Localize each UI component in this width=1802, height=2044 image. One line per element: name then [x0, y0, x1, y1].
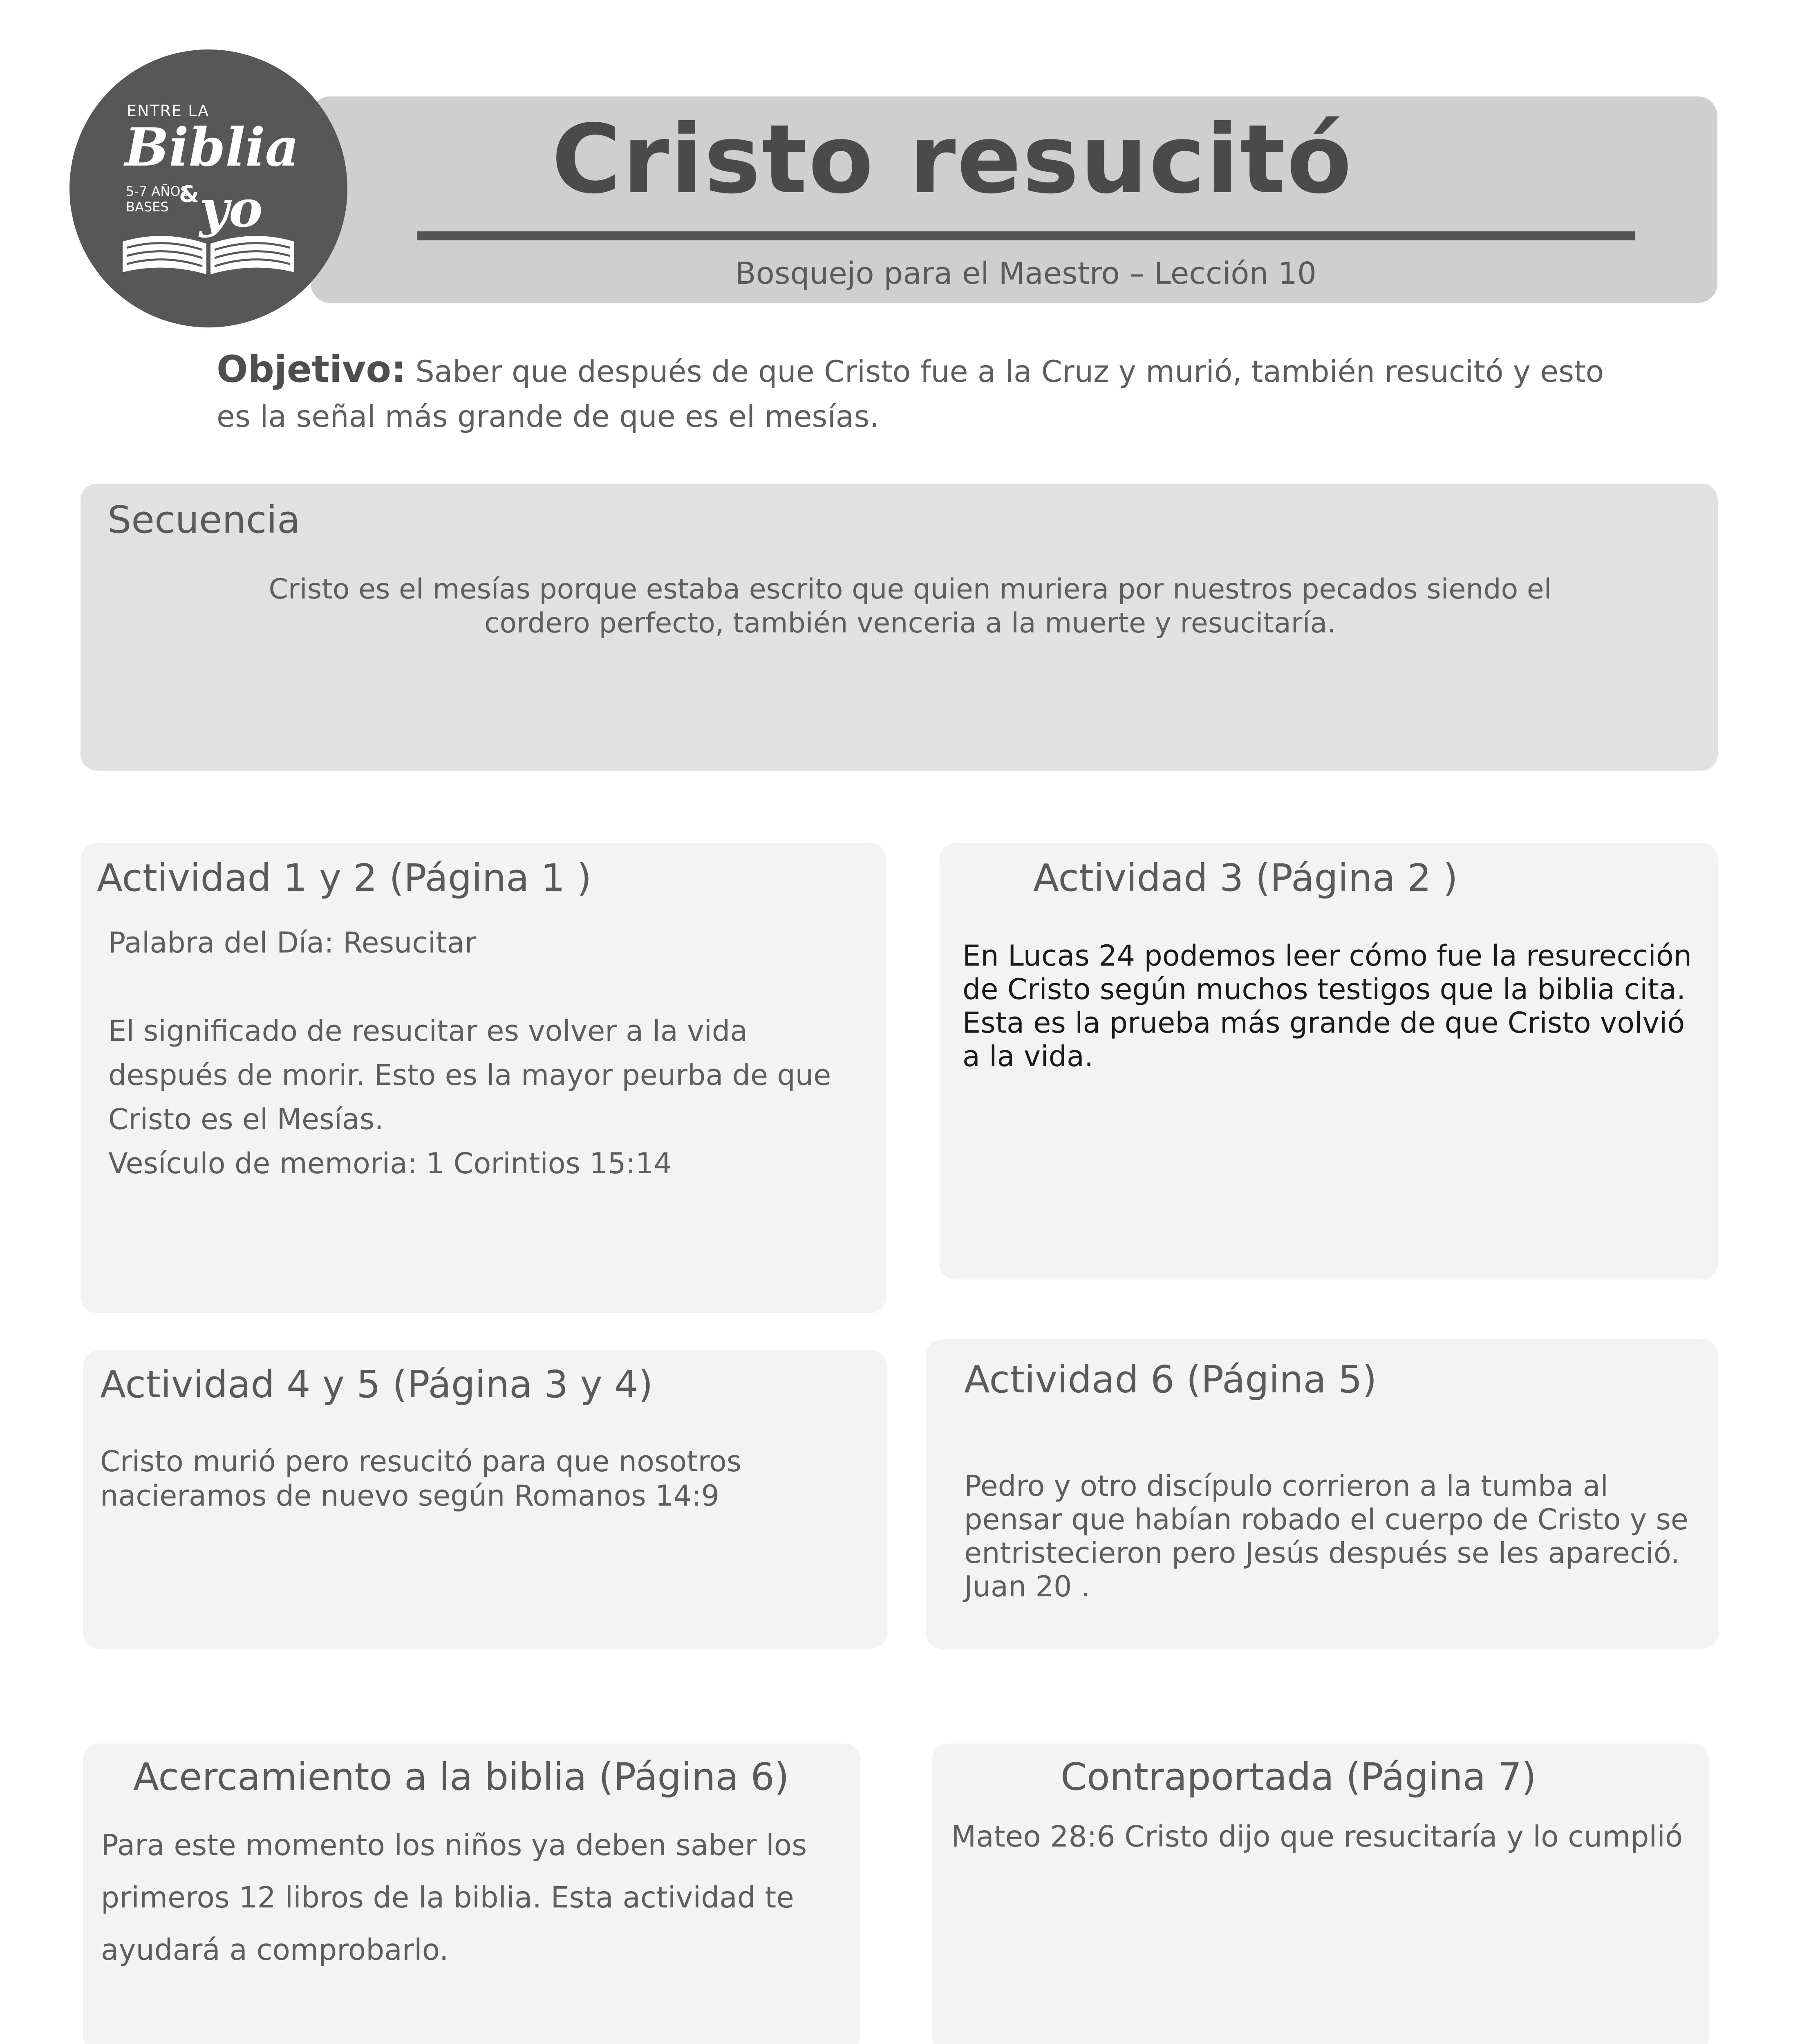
logo-top-text: ENTRE LA	[127, 102, 210, 120]
activity-3-heading: Actividad 3 (Página 2 )	[1033, 856, 1458, 900]
activity-6-card	[926, 1339, 1719, 1649]
sequence-heading: Secuencia	[107, 498, 300, 542]
bible-approach-card	[83, 1744, 860, 2044]
back-cover-heading: Contraportada (Página 7)	[1061, 1755, 1537, 1799]
objective-text: Saber que después de que Cristo fue a la Cruz y murió, también resucitó y esto es la señal más grande de que es el mesías.	[217, 354, 1604, 434]
activity-6-text: Pedro y otro discípulo corrieron a la tumba al pensar que habían robado el cuerpo de Cristo y se entristecieron pero Jesús después se les apareció. Juan 20 .	[964, 1469, 1688, 1603]
page-subtitle: Bosquejo para el Maestro – Lección 10	[735, 256, 1317, 291]
activity-3-text: En Lucas 24 podemos leer cómo fue la resurección de Cristo según muchos testigos que la biblia cita. Esta es la prueba más grande de que Cristo volvió a la vida.	[963, 939, 1692, 1073]
activity-4-5-card	[83, 1350, 887, 1649]
spacer	[108, 965, 856, 1009]
objective-label: Objetivo:	[217, 348, 406, 391]
activity-4-5-heading: Actividad 4 y 5 (Página 3 y 4)	[100, 1363, 653, 1406]
page-title: Cristo resucitó	[551, 104, 1353, 215]
activity-6-heading: Actividad 6 (Página 5)	[964, 1358, 1377, 1401]
word-of-day: Palabra del Día: Resucitar	[108, 926, 477, 959]
logo-badge	[69, 49, 347, 327]
back-cover-card	[932, 1744, 1709, 2044]
activity-3-card	[939, 843, 1718, 1280]
activity-1-2-card	[81, 843, 886, 1313]
bible-approach-text: Para este momento los niños ya deben saber los primeros 12 libros de la biblia. Esta actividad te ayudará a comprobarlo.	[101, 1828, 807, 1967]
memory-verse: Vesículo de memoria: 1 Corintios 15:14	[108, 1147, 672, 1180]
logo-bases: BASES	[126, 199, 169, 215]
back-cover-text: Mateo 28:6 Cristo dijo que resucitaría y lo cumplió	[951, 1820, 1683, 1853]
objective-paragraph	[217, 343, 1631, 438]
open-book-icon	[114, 225, 302, 282]
meaning-text: El significado de resucitar es volver a la vida después de morir. Esto es la mayor peurba de que Cristo es el Mesías.	[108, 1014, 831, 1136]
bible-approach-heading: Acercamiento a la biblia (Página 6)	[133, 1755, 789, 1799]
logo-age-range: 5-7 AÑOS	[126, 184, 189, 199]
logo-yo-text: yo	[199, 179, 263, 239]
activity-1-2-body	[108, 921, 856, 1186]
activity-1-2-heading: Actividad 1 y 2 (Página 1 )	[97, 856, 592, 900]
logo-biblia-text: Biblia	[125, 117, 299, 178]
sequence-text: Cristo es el mesías porque estaba escrito que quien muriera por nuestros pecados siendo el cordero perfecto, también venceria a la muerte y resucitaría.	[269, 573, 1552, 639]
title-underline	[417, 231, 1635, 240]
sequence-panel	[81, 484, 1718, 771]
logo-ampersand: &	[179, 181, 199, 208]
activity-4-5-text: Cristo murió pero resucitó para que nosotros nacieramos de nuevo según Romanos 14:9	[100, 1445, 742, 1513]
